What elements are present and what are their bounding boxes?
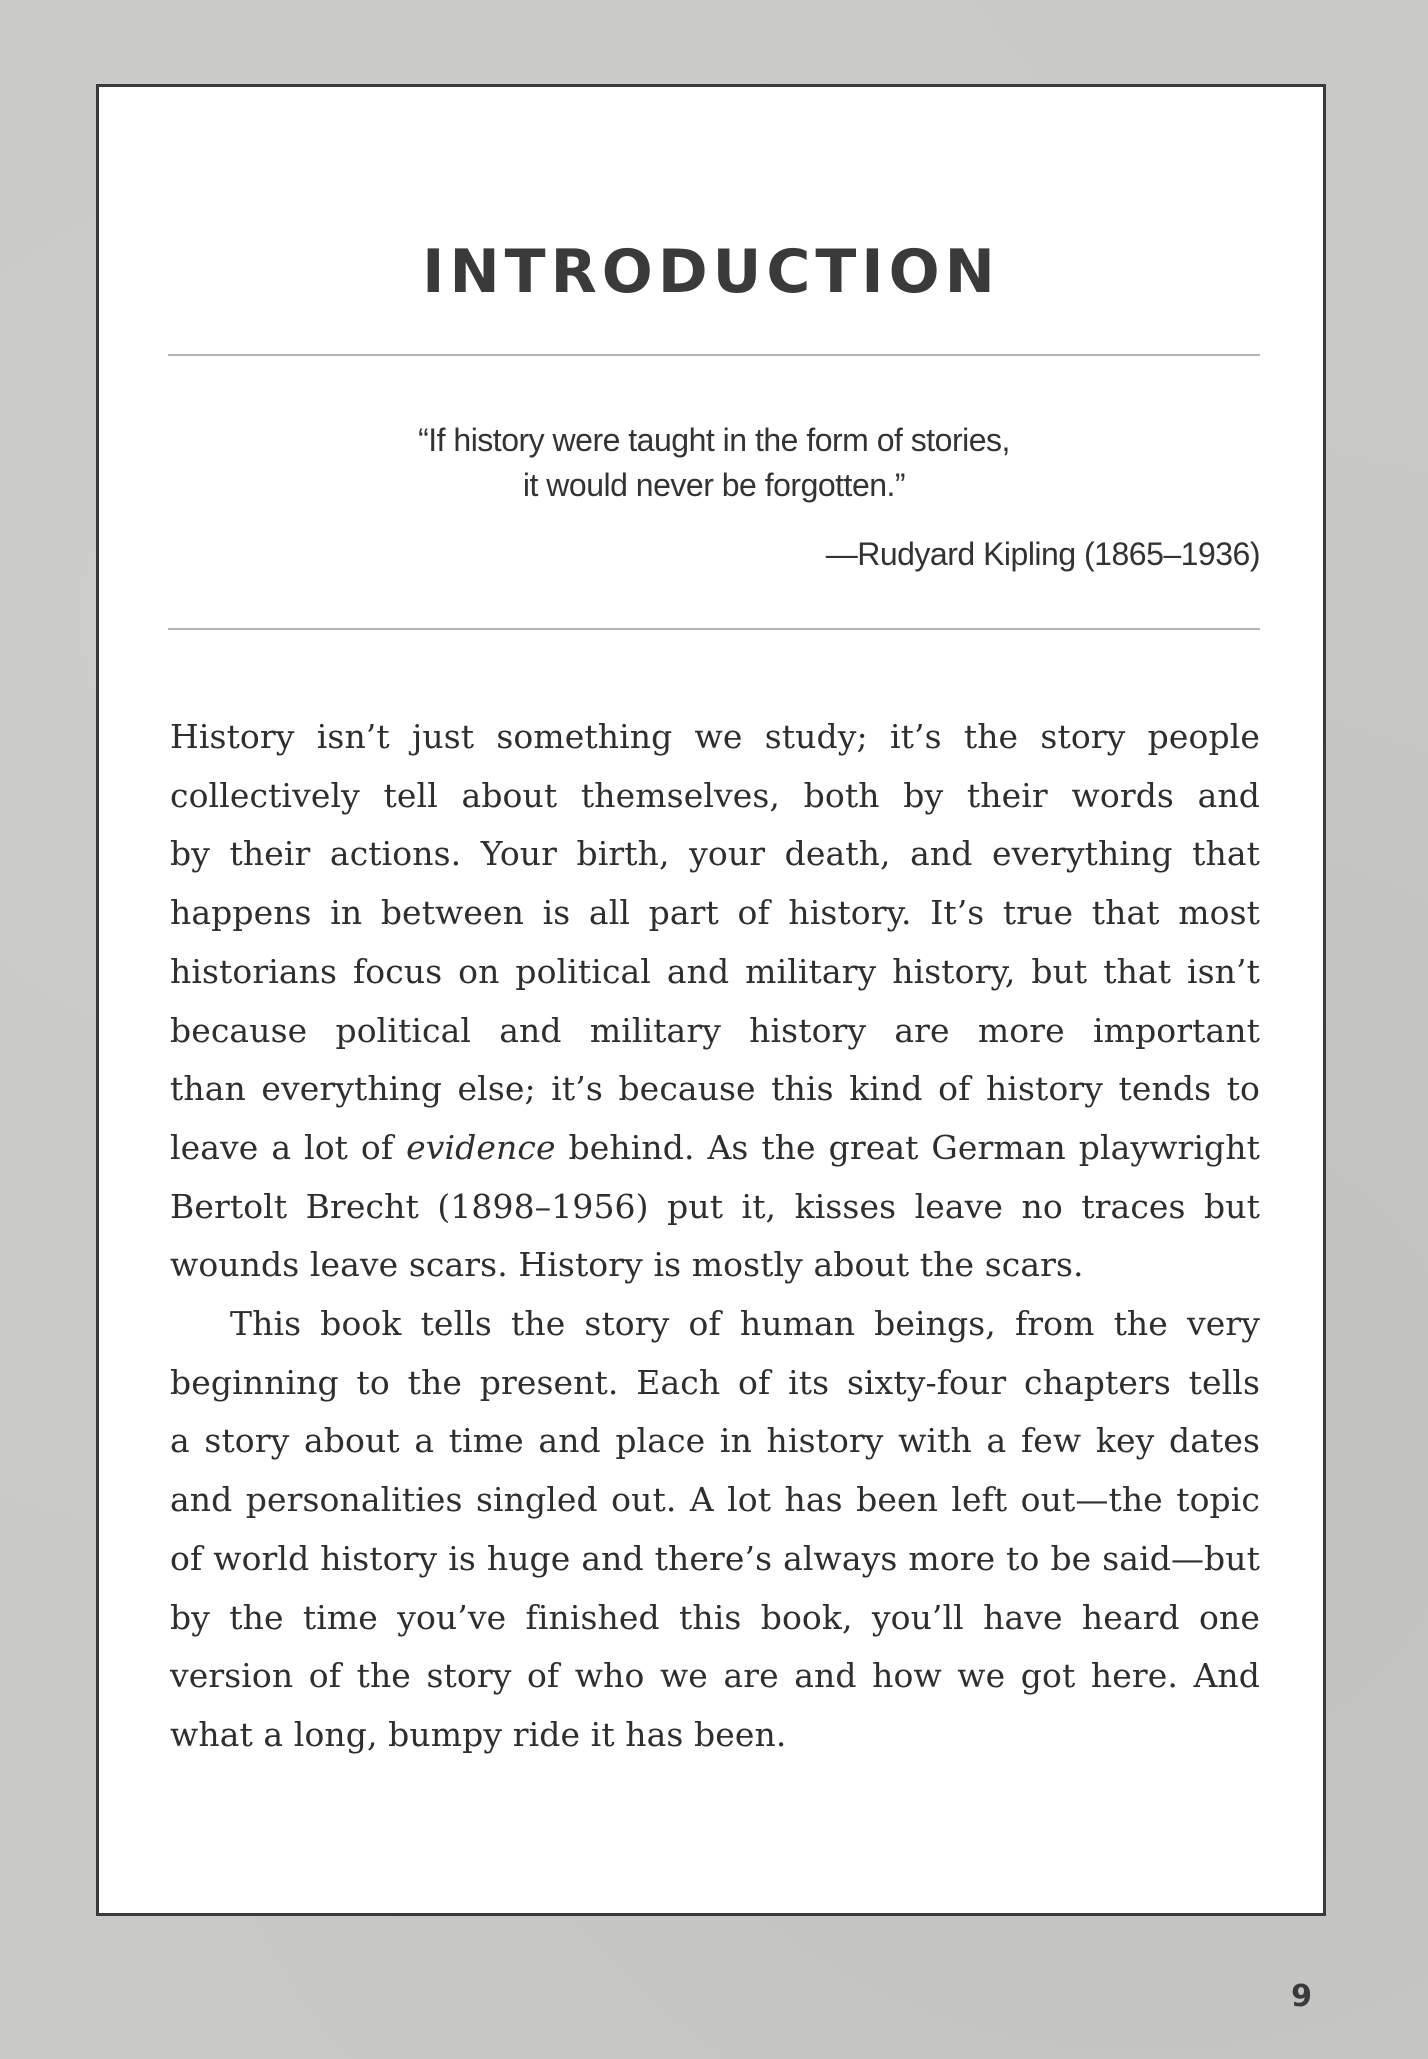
paragraph-2 [170, 1295, 1260, 1765]
text-line: a story about a time and place in history with a few key dates [170, 1421, 1260, 1461]
text-segment: behind. As the great German playwright [555, 1127, 1260, 1167]
text-line [170, 1119, 1260, 1178]
emphasis-text: evidence [406, 1127, 556, 1167]
text-line: This book tells the story of human beings, from the very [230, 1304, 1260, 1344]
text-line: of world history is huge and there’s always more to be said—but [170, 1538, 1260, 1578]
text-line: because political and military history are more important [170, 1010, 1260, 1050]
body-text [170, 708, 1260, 1765]
epigraph-line: it would never be forgotten.” [522, 467, 906, 503]
text-line: than everything else; it’s because this kind of history tends to [170, 1069, 1260, 1109]
text-line: collectively tell about themselves, both by their words and [170, 775, 1260, 815]
epigraph-quote [168, 418, 1260, 508]
text-line: historians focus on political and military history, but that isn’t [170, 951, 1260, 991]
page-number: 9 [1291, 1979, 1312, 2014]
text-line: and personalities singled out. A lot has been left out—the topic [170, 1480, 1260, 1520]
epigraph-line: “If history were taught in the form of stories, [418, 422, 1010, 458]
text-line: happens in between is all part of history. It’s true that most [170, 893, 1260, 933]
chapter-title: INTRODUCTION [422, 237, 1000, 307]
text-line: wounds leave scars. History is mostly about the scars. [170, 1245, 1084, 1285]
divider-bottom [168, 628, 1260, 630]
text-line: Bertolt Brecht (1898–1956) put it, kisses leave no traces but [170, 1186, 1260, 1226]
text-line: by the time you’ve finished this book, you’ll have heard one [170, 1597, 1260, 1637]
text-line: what a long, bumpy ride it has been. [170, 1714, 787, 1754]
text-segment: leave a lot of [170, 1127, 407, 1167]
text-line: beginning to the present. Each of its sixty-four chapters tells [170, 1362, 1260, 1402]
text-line: by their actions. Your birth, your death, and everything that [170, 834, 1260, 874]
text-line: version of the story of who we are and how we got here. And [170, 1656, 1260, 1696]
paragraph-1 [170, 708, 1260, 1295]
epigraph-attribution: —Rudyard Kipling (1865–1936) [825, 536, 1260, 572]
divider-top [168, 354, 1260, 356]
text-line: History isn’t just something we study; it’s the story people [170, 717, 1260, 756]
